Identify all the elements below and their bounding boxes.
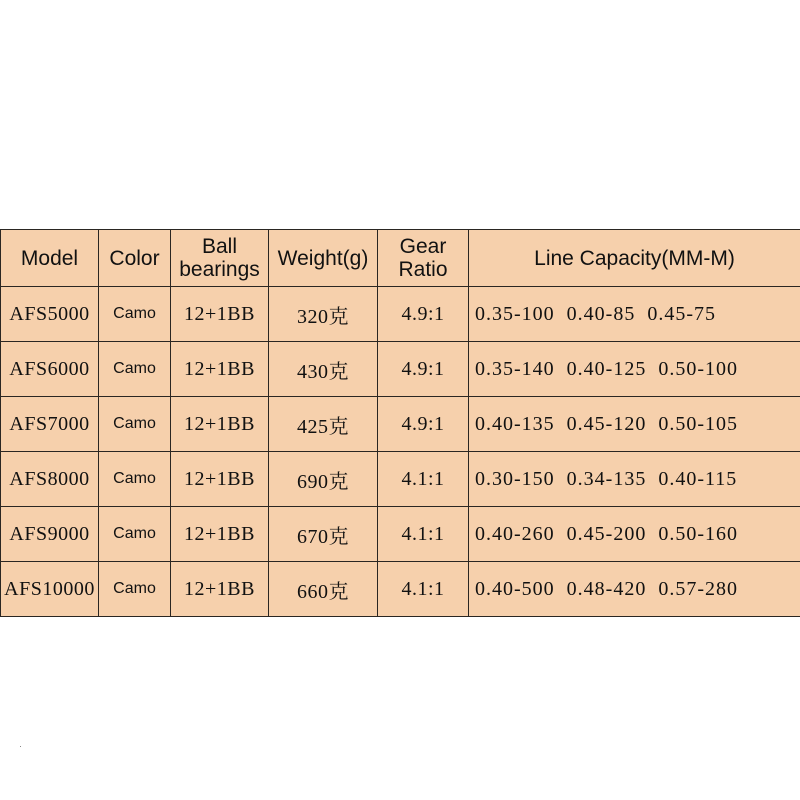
header-line-capacity: Line Capacity(MM-M) (469, 230, 800, 287)
gear-ratio-cell: 4.1:1 (378, 562, 469, 617)
capacity-value: 0.30-150 (475, 467, 555, 490)
header-gear-ratio (378, 230, 469, 287)
capacity-value: 0.40-85 (566, 302, 636, 325)
gear-ratio-cell: 4.1:1 (378, 507, 469, 562)
capacity-value: 0.40-500 (475, 577, 555, 600)
capacity-value: 0.48-420 (566, 577, 647, 600)
color-cell: Camo (99, 562, 171, 617)
gear-ratio-cell: 4.1:1 (378, 452, 469, 507)
model-cell: AFS9000 (1, 507, 99, 562)
weight-cell: 430克 (269, 342, 378, 397)
stray-dot (20, 746, 21, 747)
capacity-value: 0.50-105 (658, 412, 739, 435)
line-capacity-cell (469, 507, 800, 562)
capacity-value: 0.35-100 (475, 302, 555, 325)
capacity-value: 0.57-280 (658, 577, 739, 600)
table-row (1, 562, 800, 617)
header-gear-ratio-line1: Gear (399, 235, 447, 258)
ball-bearings-cell: 12+1BB (171, 562, 269, 617)
weight-cell: 690克 (269, 452, 378, 507)
capacity-value: 0.40-115 (658, 467, 738, 490)
color-cell: Camo (99, 397, 171, 452)
header-ball-bearings-line2: bearings (179, 258, 260, 281)
capacity-value: 0.40-135 (475, 412, 555, 435)
color-cell: Camo (99, 452, 171, 507)
capacity-value: 0.45-75 (647, 302, 717, 325)
line-capacity-cell (469, 397, 800, 452)
color-cell: Camo (99, 342, 171, 397)
model-cell: AFS8000 (1, 452, 99, 507)
gear-ratio-cell: 4.9:1 (378, 397, 469, 452)
color-cell: Camo (99, 507, 171, 562)
capacity-value: 0.35-140 (475, 357, 555, 380)
capacity-value: 0.45-200 (566, 522, 647, 545)
table-row (1, 452, 800, 507)
header-row (1, 230, 800, 287)
gear-ratio-cell: 4.9:1 (378, 342, 469, 397)
table-row (1, 287, 800, 342)
weight-cell: 670克 (269, 507, 378, 562)
gear-ratio-cell: 4.9:1 (378, 287, 469, 342)
ball-bearings-cell: 12+1BB (171, 397, 269, 452)
ball-bearings-cell: 12+1BB (171, 452, 269, 507)
line-capacity-cell (469, 562, 800, 617)
table-row (1, 507, 800, 562)
header-ball-bearings-line1: Ball (201, 235, 238, 258)
ball-bearings-cell: 12+1BB (171, 342, 269, 397)
spec-table (0, 229, 800, 617)
capacity-value: 0.40-125 (566, 357, 647, 380)
ball-bearings-cell: 12+1BB (171, 287, 269, 342)
weight-cell: 425克 (269, 397, 378, 452)
weight-cell: 320克 (269, 287, 378, 342)
model-cell: AFS6000 (1, 342, 99, 397)
weight-cell: 660克 (269, 562, 378, 617)
header-color: Color (99, 230, 171, 287)
table-row (1, 342, 800, 397)
capacity-value: 0.40-260 (475, 522, 555, 545)
capacity-value: 0.50-160 (658, 522, 739, 545)
header-ball-bearings (171, 230, 269, 287)
model-cell: AFS10000 (1, 562, 99, 617)
line-capacity-cell (469, 342, 800, 397)
model-cell: AFS7000 (1, 397, 99, 452)
header-model: Model (1, 230, 99, 287)
header-weight: Weight(g) (269, 230, 378, 287)
ball-bearings-cell: 12+1BB (171, 507, 269, 562)
model-cell: AFS5000 (1, 287, 99, 342)
line-capacity-cell (469, 287, 800, 342)
capacity-value: 0.45-120 (566, 412, 647, 435)
table-row (1, 397, 800, 452)
line-capacity-cell (469, 452, 800, 507)
color-cell: Camo (99, 287, 171, 342)
header-gear-ratio-line2: Ratio (398, 258, 448, 281)
capacity-value: 0.50-100 (658, 357, 739, 380)
capacity-value: 0.34-135 (566, 467, 647, 490)
